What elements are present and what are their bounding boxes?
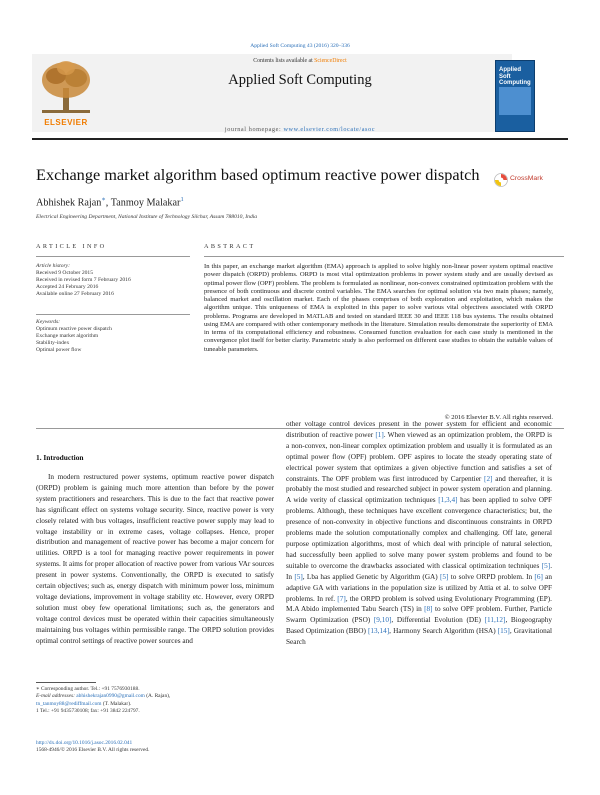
cover-title: Applied Soft Computing [499, 67, 531, 86]
footnote-mark[interactable]: 1 [180, 196, 184, 203]
article-history-label: Article history: [36, 263, 71, 269]
left-column-text [36, 472, 274, 647]
email-owner: (T. Malakar). [101, 700, 132, 707]
citation-link[interactable]: [15] [497, 627, 510, 636]
telephone-note: 1 Tel.: +91 9435730108; fax: +91 3842 224797. [36, 707, 140, 714]
journal-header-box [32, 54, 512, 132]
citation-link[interactable]: [1] [375, 430, 384, 439]
text-run: and thereafter, it is probably the most studied and researched subject in power system operation and planning. A wide verity of classical optimization techniques [286, 474, 552, 505]
homepage-prefix: journal homepage: [224, 126, 282, 133]
abstract-rule [204, 256, 564, 257]
header-divider [32, 138, 568, 140]
crossmark-label: CrossMark [510, 175, 543, 182]
history-line: Received 9 October 2015 [36, 270, 94, 277]
text-run: . When viewed as an optimization problem, the ORPD is a non-convex, non-linear complex optimization problem and usually it is formulated as an optimal power flow (OPF) problem. OPF aspires to locate the steady operating state of electrical power system that optimizes a given objective function and satisfies a set of constraints. The OPF problem was first introduced by Carpentier [286, 430, 552, 483]
keyword-item: Optimum reactive power dispatch [36, 326, 112, 333]
author-line: Abhishek Rajan∗, Tanmoy Malakar$^1$ [36, 196, 184, 209]
citation-link[interactable]: [5] [294, 572, 303, 581]
article-info-rule [36, 256, 190, 257]
email-link[interactable]: abhishekrajan0990@gmail.com [76, 693, 145, 700]
citation-link[interactable]: [8] [424, 605, 433, 614]
citation-link[interactable]: [7] [337, 594, 346, 603]
keyword-item: Stability-index [36, 340, 70, 347]
citation-link[interactable]: [1,3,4] [438, 496, 458, 505]
text-run: to solve ORPD problem. In [448, 572, 535, 581]
citation-link[interactable]: [11,12] [484, 616, 506, 625]
citation-link[interactable]: [9,10] [373, 616, 392, 625]
history-line: Accepted 24 February 2016 [36, 284, 99, 291]
email-label: E-mail addresses: [36, 693, 75, 700]
email-note [36, 701, 276, 708]
section-heading-introduction: 1. Introduction [36, 453, 84, 462]
crossmark-badge[interactable] [494, 173, 559, 187]
text-run: , Harmony Search Algorithm (HSA) [389, 627, 498, 636]
history-line: Received in revised form 7 February 2016 [36, 277, 131, 284]
text-run: , the ORPD problem is solved using Evolutionary Programming (EP). M.A Abido implemented Tabu Search (TS) in [286, 594, 552, 614]
abstract-copyright: © 2016 Elsevier B.V. All rights reserved. [444, 414, 553, 421]
citation-link[interactable]: [6] [534, 572, 543, 581]
keyword-item: Exchange market algorithm [36, 333, 99, 340]
article-history [36, 263, 196, 298]
abstract-heading: ABSTRACT [204, 243, 256, 250]
citation-link[interactable]: [13,14] [368, 627, 390, 636]
text-run: , Lba has applied Genetic by Algorithm (GA) [302, 572, 440, 581]
publisher-name: ELSEVIER [44, 118, 88, 127]
author-name: Tanmoy Malakar [110, 197, 181, 209]
contents-prefix: Contents lists available at [253, 58, 313, 64]
article-title: Exchange market algorithm based optimum reactive power dispatch [36, 165, 480, 184]
crossmark-icon [494, 173, 508, 187]
corresponding-author-mark[interactable]: ∗ [101, 196, 106, 203]
publication-info [36, 740, 276, 755]
intro-paragraph-continued [286, 419, 552, 648]
author-name: Abhishek Rajan [36, 197, 102, 209]
text-run: , Biogeography Based Optimization (BBO) [286, 616, 552, 636]
email-owner: (A. Rajan), [144, 693, 171, 700]
homepage-url[interactable]: www.elsevier.com/locate/asoc [283, 126, 376, 133]
text-run: . In [286, 561, 552, 581]
sciencedirect-link[interactable]: ScienceDirect [314, 58, 347, 64]
affiliation: Electrical Engineering Department, National Institute of Technology Silchar, Assam 788010, India [36, 214, 258, 220]
footnote-divider [36, 682, 96, 683]
keywords-label: Keywords: [36, 319, 61, 325]
journal-cover-thumbnail [495, 60, 535, 132]
keyword-item: Optimal power flow [36, 347, 82, 354]
intro-paragraph: In modern restructured power systems, optimum reactive power dispatch (ORPD) problem is gaining much more attention than before by the power system practitioners and researchers. This is due to the fact that reactive power has significant effect on systems voltage security. Since, reactive power is very closely related with bus voltages, insufficient reactive power supply may lead to voltage instability or in extreme cases, voltage collapses. Hence, proper distribution and management of reactive power has become a major concern for utilities. ORPD is a tool for managing reactive power requirements in power systems. It aims for proper allocation of reactive power from various VAr sources present in power systems. Conventionally, the ORPD is executed to satisfy certain objectives; such as, energy dispatch with minimum power loss, minimum voltage deviations, improvement in voltage stability etc. However, every ORPD solution must obey few operational limitations; such as, the generators and voltage control devices must be operated within their capacities simultaneously maintaining bus voltages within permissible range. The ORPD solution provides optimal control settings of reactive power sources and [36, 473, 274, 645]
corresponding-author-note: ∗ Corresponding author. Tel.: +91 7576930188. [36, 686, 140, 692]
text-run: , Differential Evolution (DE) [391, 616, 485, 625]
citation-link[interactable]: [2] [484, 474, 493, 483]
right-column-text [286, 419, 552, 648]
issn-line: 1568-4946/© 2016 Elsevier B.V. All rights reserved. [36, 747, 150, 754]
text-run: has been applied to solve OPF problems. Although, these techniques have excellent convergence characteristics; but, the presence of non-convexity in objective functions and discontinuous constraints in ORPD problems made the solution computationally complex and challenging. Off late, general purpose optimization algorithms, most of which deal with principle of natural selection, had successfully been applied to solve many power system problems and found to be suitable to overcome the drawbacks associated with classical optimization techniques [286, 496, 552, 570]
text-run: other voltage control devices present in the power system for efficient and economic distribution of reactive power [286, 420, 552, 439]
text-run: an adaptive GA with variations in the population size is utilized by Attia et al. to solve OPF problems. In ref. [286, 572, 553, 603]
text-run: , Gravitational Search [286, 627, 552, 647]
keywords [36, 319, 196, 354]
journal-title: Applied Soft Computing [228, 72, 372, 88]
abstract-text: In this paper, an exchange market algorithm (EMA) approach is applied to solve highly non-linear power system optimal reactive power dispatch (ORPD) problems. ORPD is most vital optimization problems in power system study and are usually devised as optimal power flow (OPF) problem. The problem is formulated as nonlinear, non-convex constrained optimization problem with the presence of both continuous and discrete control variables. The EMA searches for optimal solution via two main phases; namely, balanced market and oscillation market. Each of the phases comprises of both exploration and exploitation, which makes the algorithm unique. This uniqueness of EMA is exploited in this paper to solve various vital objectives associated with ORPD problems. Programs are developed in MATLAB and tested on standard IEEE 30 and IEEE 118 bus systems. The results obtained using EMA are compared with other contemporary methods in the literature. Simulation results demonstrate the superiority of EMA in terms of its computational efficiency and robustness. Consumed function evaluation for each case study is mentioned in the convergence plot itself for better clarity. Parametric study is also performed on different case studies to obtain the suitable values of tuneable parameters. [204, 263, 554, 353]
doi-link[interactable]: http://dx.doi.org/10.1016/j.asoc.2016.02.041 [36, 740, 133, 746]
journal-reference[interactable]: Applied Soft Computing 43 (2016) 320–336 [250, 43, 350, 49]
footnotes [36, 686, 276, 715]
citation-link[interactable]: [5] [440, 572, 449, 581]
cover-image [499, 87, 531, 115]
text-run: to solve OPF problem. Further, Particle Swarm Optimization (PSO) [286, 605, 552, 625]
keywords-rule [36, 314, 190, 315]
citation-link[interactable]: [5] [541, 561, 551, 570]
email-note [36, 693, 276, 700]
email-link[interactable]: tn_tanmoy88@rediffmail.com [36, 700, 102, 707]
article-info-heading: ARTICLE INFO [36, 243, 107, 250]
history-line: Available online 27 February 2016 [36, 291, 114, 298]
